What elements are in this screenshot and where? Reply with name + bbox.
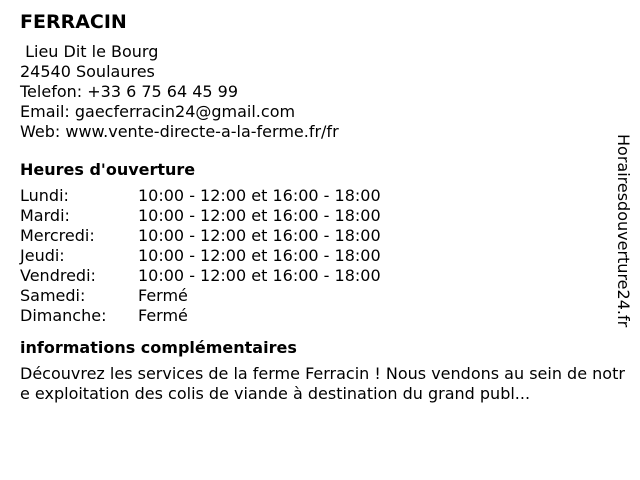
- site-watermark: Horairesdouverture24.fr: [614, 134, 633, 328]
- hours-heading: Heures d'ouverture: [20, 160, 196, 179]
- hours-row-thursday: [20, 246, 620, 266]
- address-line-2: 24540 Soulaures: [20, 62, 155, 81]
- email-text: Email: gaecferracin24@gmail.com: [20, 102, 296, 121]
- opening-hours-table: [20, 186, 620, 326]
- day-label: Mercredi:: [20, 226, 95, 245]
- hours-row-saturday: [20, 286, 620, 306]
- hours-row-friday: [20, 266, 620, 286]
- day-label: Dimanche:: [20, 306, 107, 325]
- time-value: 10:00 - 12:00 et 16:00 - 18:00: [138, 226, 381, 245]
- day-label: Mardi:: [20, 206, 70, 225]
- website-text: Web: www.vente-directe-a-la-ferme.fr/fr: [20, 122, 339, 141]
- address-line-1: Lieu Dit le Bourg: [20, 42, 159, 61]
- day-label: Jeudi:: [20, 246, 65, 265]
- hours-row-tuesday: [20, 206, 620, 226]
- hours-row-wednesday: [20, 226, 620, 246]
- time-value: 10:00 - 12:00 et 16:00 - 18:00: [138, 266, 381, 285]
- time-value: 10:00 - 12:00 et 16:00 - 18:00: [138, 186, 381, 205]
- description-text: Découvrez les services de la ferme Ferracin ! Nous vendons au sein de notre exploitation des colis de viande à destination du grand publ...: [20, 364, 625, 403]
- day-label: Lundi:: [20, 186, 69, 205]
- business-name: FERRACIN: [20, 11, 127, 33]
- hours-row-sunday: [20, 306, 620, 326]
- time-value: 10:00 - 12:00 et 16:00 - 18:00: [138, 246, 381, 265]
- time-value: Fermé: [138, 286, 188, 305]
- info-heading: informations complémentaires: [20, 338, 297, 357]
- phone-text: Telefon: +33 6 75 64 45 99: [20, 82, 239, 101]
- time-value: Fermé: [138, 306, 188, 325]
- time-value: 10:00 - 12:00 et 16:00 - 18:00: [138, 206, 381, 225]
- hours-row-monday: [20, 186, 620, 206]
- contact-block: [20, 42, 620, 142]
- day-label: Vendredi:: [20, 266, 96, 285]
- day-label: Samedi:: [20, 286, 86, 305]
